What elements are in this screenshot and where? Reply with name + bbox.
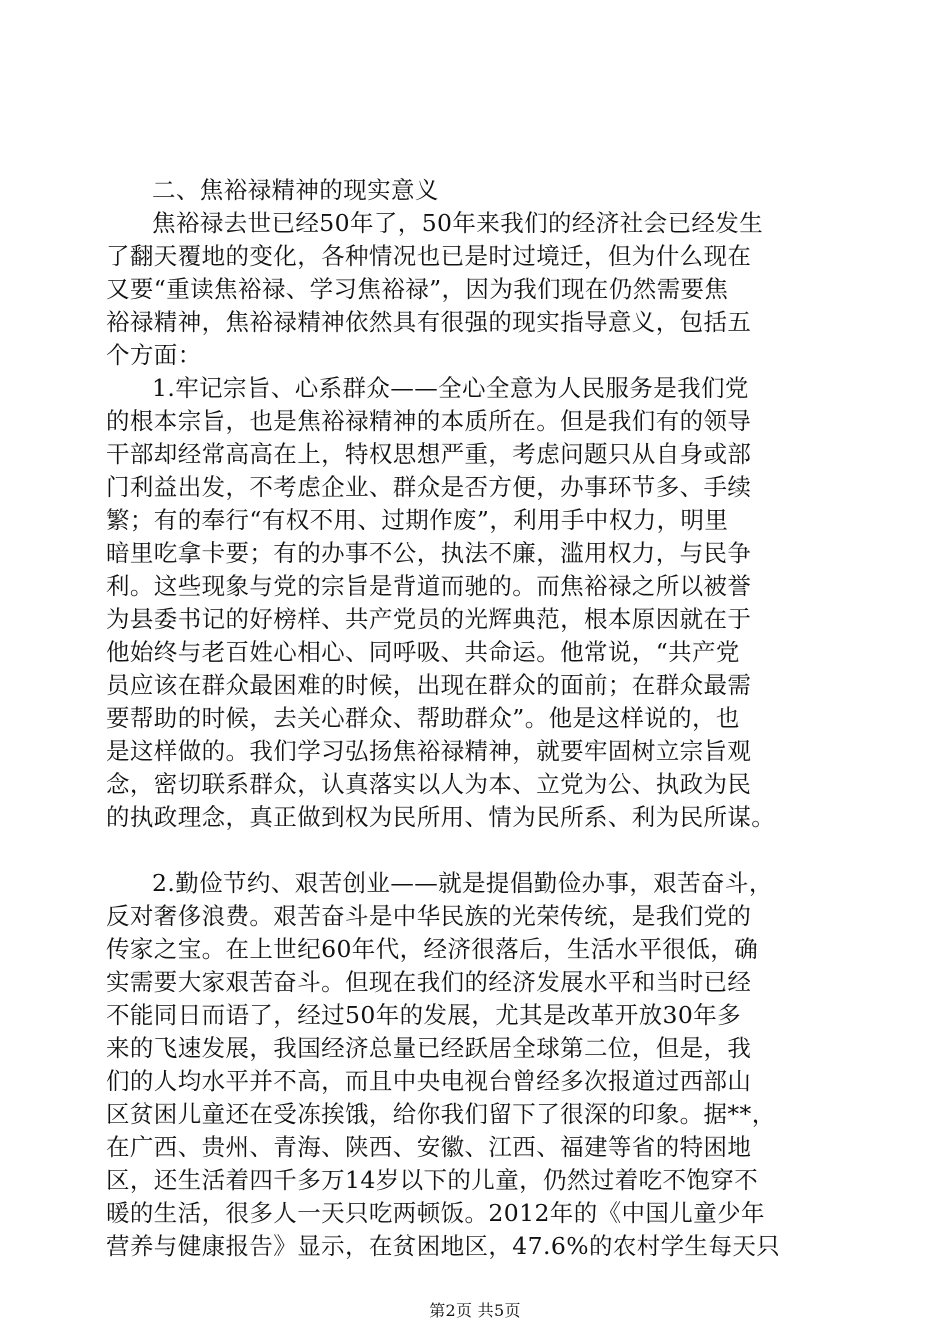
text-line: 营养与健康报告》显示，在贫困地区，47.6%的农村学生每天只 [106, 1232, 781, 1260]
text-line: 员应该在群众最困难的时候，出现在群众的面前；在群众最需 [106, 671, 752, 699]
text-line: 又要“重读焦裕禄、学习焦裕禄”，因为我们现在仍然需要焦 [106, 275, 729, 303]
text-line: 为县委书记的好榜样、共产党员的光辉典范，根本原因就在于 [106, 605, 752, 633]
text-line: 们的人均水平并不高，而且中央电视台曾经多次报道过西部山 [106, 1067, 752, 1095]
text-line: 干部却经常高高在上，特权思想严重，考虑问题只从自身或部 [106, 440, 752, 468]
text-line: 的根本宗旨，也是焦裕禄精神的本质所在。但是我们有的领导 [106, 407, 752, 435]
page-footer: 第2页 共5页 [429, 1301, 521, 1320]
text-line: 区贫困儿童还在受冻挨饿，给你我们留下了很深的印象。据**， [106, 1100, 776, 1128]
text-line: 暗里吃拿卡要；有的办事不公，执法不廉，滥用权力，与民争 [106, 539, 752, 567]
text-line: 门利益出发，不考虑企业、群众是否方便，办事环节多、手续 [106, 473, 752, 501]
text-line: 利。这些现象与党的宗旨是背道而驰的。而焦裕禄之所以被誉 [106, 572, 752, 600]
text-line: 在广西、贵州、青海、陕西、安徽、江西、福建等省的特困地 [106, 1133, 752, 1161]
text-line: 实需要大家艰苦奋斗。但现在我们的经济发展水平和当时已经 [106, 968, 752, 996]
text-line: 的执政理念，真正做到权为民所用、情为民所系、利为民所谋。 [106, 803, 776, 831]
text-line: 了翻天覆地的变化，各种情况也已是时过境迁，但为什么现在 [106, 242, 752, 270]
text-line: 是这样做的。我们学习弘扬焦裕禄精神，就要牢固树立宗旨观 [106, 737, 752, 765]
text-line: 繁；有的奉行“有权不用、过期作废”，利用手中权力，明里 [106, 506, 729, 534]
text-line: 个方面： [106, 341, 202, 369]
text-line: 2.勤俭节约、艰苦创业——就是提倡勤俭办事，艰苦奋斗， [152, 869, 773, 897]
text-line: 不能同日而语了，经过50年的发展，尤其是改革开放30年多 [106, 1001, 742, 1029]
text-line: 暖的生活，很多人一天只吃两顿饭。2012年的《中国儿童少年 [106, 1199, 765, 1227]
text-line: 反对奢侈浪费。艰苦奋斗是中华民族的光荣传统，是我们党的 [106, 902, 752, 930]
text-line: 裕禄精神，焦裕禄精神依然具有很强的现实指导意义，包括五 [106, 308, 752, 336]
text-line: 来的飞速发展，我国经济总量已经跃居全球第二位，但是，我 [106, 1034, 752, 1062]
text-line: 传家之宝。在上世纪60年代，经济很落后，生活水平很低，确 [106, 935, 759, 963]
section-heading: 二、焦裕禄精神的现实意义 [152, 176, 439, 204]
text-line: 他始终与老百姓心相心、同呼吸、共命运。他常说，“共产党 [106, 638, 740, 666]
text-line: 要帮助的时候，去关心群众、帮助群众”。他是这样说的，也 [106, 704, 740, 732]
text-line: 念，密切联系群众，认真落实以人为本、立党为公、执政为民 [106, 770, 752, 798]
text-line: 区，还生活着四千多万14岁以下的儿童，仍然过着吃不饱穿不 [106, 1166, 759, 1194]
text-line: 焦裕禄去世已经50年了，50年来我们的经济社会已经发生 [152, 209, 764, 237]
text-line: 1.牢记宗旨、心系群众——全心全意为人民服务是我们党 [152, 374, 749, 402]
